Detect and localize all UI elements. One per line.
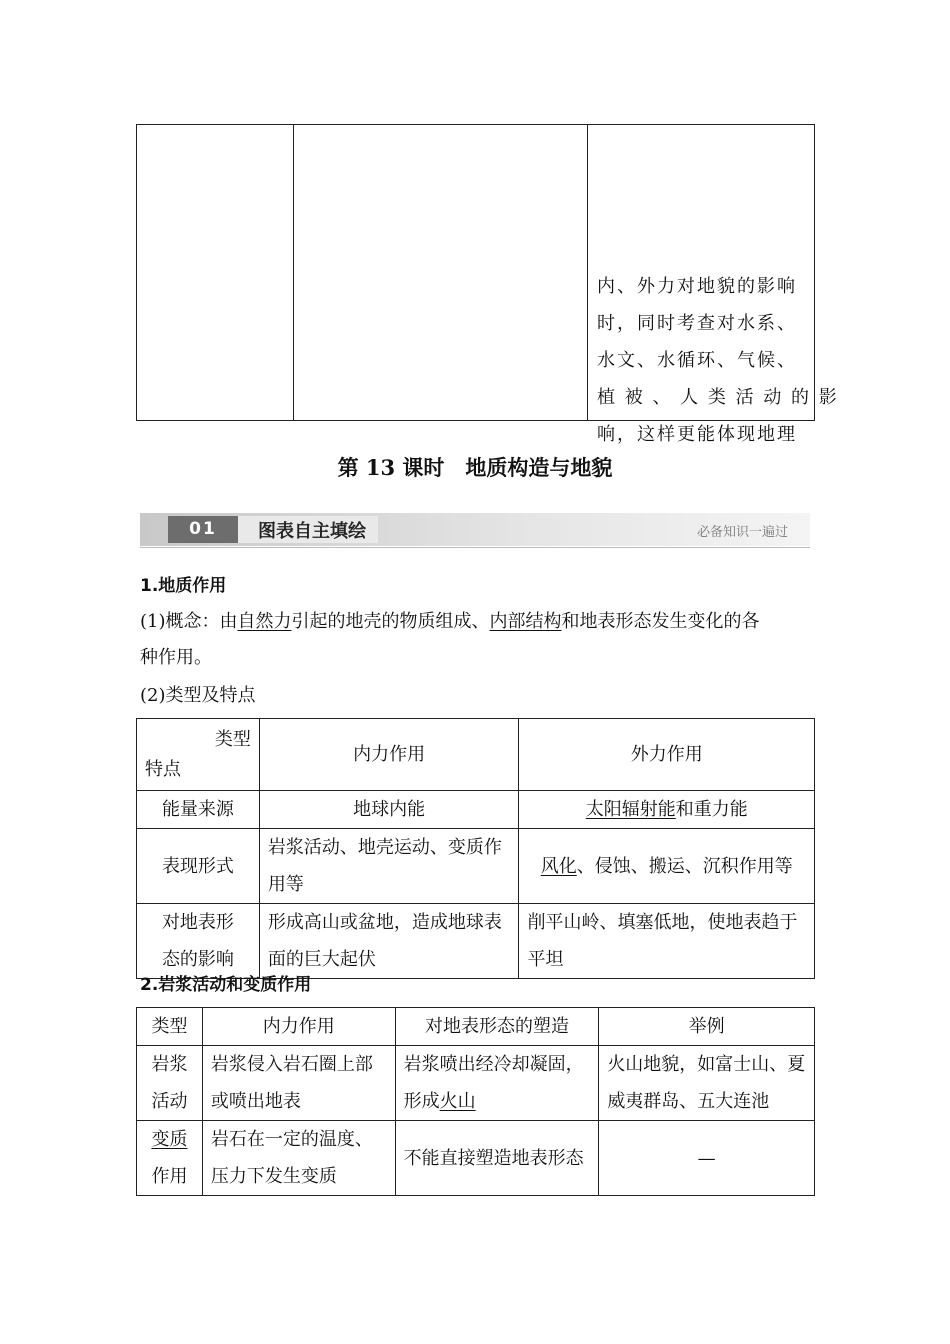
table-cell: 地球内能 bbox=[259, 791, 519, 829]
row-label bbox=[137, 1121, 203, 1196]
table-cell bbox=[519, 829, 815, 904]
table-cell: 形成高山或盆地，造成地球表面的巨大起伏 bbox=[259, 904, 519, 979]
table-row bbox=[137, 791, 815, 829]
table-divider bbox=[587, 125, 588, 420]
banner-number: 01 bbox=[168, 516, 238, 543]
text: (1)概念：由 bbox=[140, 611, 238, 632]
table-header-row bbox=[137, 1008, 815, 1046]
table-cell: 不能直接塑造地表形态 bbox=[395, 1121, 599, 1196]
table-cell: 岩浆活动、地壳运动、变质作用等 bbox=[259, 829, 519, 904]
corner-top: 类型 bbox=[214, 729, 251, 750]
banner-subtitle: 必备知识一遍过 bbox=[696, 525, 788, 540]
table-cell bbox=[519, 791, 815, 829]
column-header: 外力作用 bbox=[519, 719, 815, 791]
corner-bottom: 特点 bbox=[145, 759, 181, 780]
table-divider bbox=[293, 125, 294, 420]
text: 和地表形态发生变化的各 bbox=[561, 611, 760, 632]
cell-line: 内、外力对地貌的影响 bbox=[597, 276, 797, 297]
section-heading: 1.地质作用 bbox=[140, 576, 227, 596]
text: 岩浆喷出经冷却凝固，形成 bbox=[403, 1054, 584, 1112]
table-row bbox=[137, 1046, 815, 1121]
column-header: 内力作用 bbox=[202, 1008, 395, 1046]
section-heading: 2.岩浆活动和变质作用 bbox=[140, 975, 312, 995]
column-header: 举例 bbox=[599, 1008, 815, 1046]
fill-blank: 自然力 bbox=[237, 611, 292, 632]
section-banner bbox=[140, 513, 810, 546]
geologic-action-table bbox=[136, 718, 815, 979]
continued-cell-text bbox=[597, 268, 839, 453]
cell-line: 时，同时考查对水系、 bbox=[597, 313, 797, 334]
corner-cell bbox=[137, 719, 260, 791]
fill-blank: 内部结构 bbox=[489, 611, 562, 632]
concept-paragraph bbox=[140, 604, 812, 676]
magma-metamorphism-table bbox=[136, 1007, 815, 1196]
row-label: 对地表形态的影响 bbox=[137, 904, 260, 979]
table-cell: 岩浆侵入岩石圈上部或喷出地表 bbox=[202, 1046, 395, 1121]
row-label: 表现形式 bbox=[137, 829, 260, 904]
table-cell: 削平山岭、填塞低地，使地表趋于平坦 bbox=[519, 904, 815, 979]
table-cell: — bbox=[599, 1121, 815, 1196]
column-header: 内力作用 bbox=[259, 719, 519, 791]
fill-blank: 变质 bbox=[151, 1129, 188, 1150]
text: 、侵蚀、搬运、沉积作用等 bbox=[576, 855, 793, 877]
text: 种作用。 bbox=[140, 647, 212, 668]
table-row bbox=[137, 829, 815, 904]
table-row bbox=[137, 719, 815, 791]
column-header: 类型 bbox=[137, 1008, 203, 1046]
text: 作用 bbox=[151, 1166, 188, 1187]
text: 引起的地壳的物质组成、 bbox=[291, 611, 490, 632]
table-cell: 火山地貌，如富士山、夏威夷群岛、五大连池 bbox=[599, 1046, 815, 1121]
cell-line: 响，这样更能体现地理 bbox=[597, 424, 797, 445]
text: 和重力能 bbox=[675, 799, 748, 820]
table-cell bbox=[395, 1046, 599, 1121]
cell-line: 植 被 、 人 类 活 动 的 影 bbox=[597, 387, 839, 408]
column-header: 对地表形态的塑造 bbox=[395, 1008, 599, 1046]
fill-blank: 风化 bbox=[540, 855, 577, 877]
fill-blank: 火山 bbox=[439, 1091, 476, 1112]
row-label: 能量来源 bbox=[137, 791, 260, 829]
lesson-title: 第 13 课时 地质构造与地貌 bbox=[337, 455, 613, 480]
cell-line: 水文、水循环、气候、 bbox=[597, 350, 797, 371]
banner-label: 图表自主填绘 bbox=[258, 521, 366, 542]
table-cell: 岩石在一定的温度、压力下发生变质 bbox=[202, 1121, 395, 1196]
banner-underline bbox=[140, 547, 810, 548]
fill-blank: 太阳辐射能 bbox=[585, 799, 676, 820]
table-row bbox=[137, 1121, 815, 1196]
types-heading: (2)类型及特点 bbox=[140, 685, 256, 706]
row-label: 岩浆活动 bbox=[137, 1046, 203, 1121]
